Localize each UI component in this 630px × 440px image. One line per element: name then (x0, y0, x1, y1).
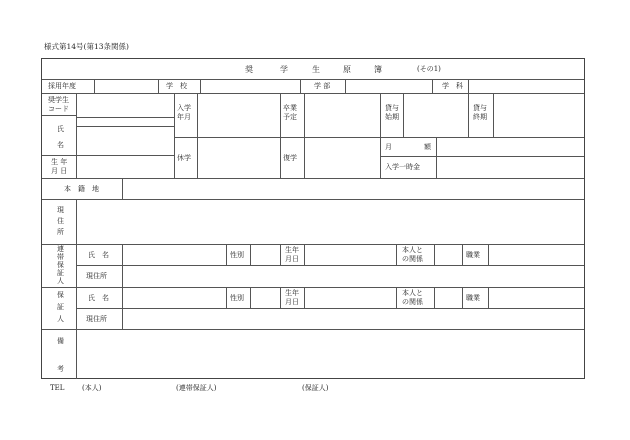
label-school: 学 校 (166, 82, 187, 90)
label-student-code-2: コード (48, 105, 69, 113)
g-address: 現住所 (86, 315, 107, 323)
g-sex: 性別 (230, 294, 244, 302)
jg-label-1: 連 (57, 245, 64, 253)
label-name-2: 名 (57, 141, 64, 149)
jg-birth-2: 月日 (285, 255, 299, 263)
g-job: 職業 (466, 294, 480, 302)
label-amount: 額 (424, 143, 431, 151)
jg-label-4: 証 (57, 269, 64, 277)
g-relation-1: 本人と (402, 289, 423, 297)
jg-birth-1: 生年 (285, 246, 299, 254)
label-name-1: 氏 (57, 125, 64, 133)
g-birth-1: 生年 (285, 289, 299, 297)
label-entry-lump: 入学一時金 (385, 163, 420, 171)
label-birth-1: 生 年 (51, 158, 68, 166)
title-sub: (その1) (417, 65, 441, 73)
jg-label-3: 保 (57, 261, 64, 269)
title-char: 学 (280, 65, 288, 74)
label-grad-2: 予定 (283, 113, 297, 121)
label-domicile: 本 籍 地 (64, 185, 99, 193)
ledger-form (41, 58, 585, 379)
g-birth-2: 月日 (285, 298, 299, 306)
jg-name: 氏 名 (88, 251, 109, 259)
jg-label-5: 人 (57, 277, 64, 285)
jg-relation-1: 本人と (402, 246, 423, 254)
footer-guarantor: (保証人) (302, 384, 329, 392)
g-relation-2: の関係 (402, 298, 423, 306)
label-enter-1: 入学 (177, 104, 191, 112)
label-leave: 休学 (177, 154, 191, 162)
g-label-3: 人 (57, 315, 64, 323)
label-loan-start-2: 始期 (385, 113, 399, 121)
form-id: 様式第14号(第13条関係) (44, 42, 129, 51)
label-dept: 学 科 (442, 82, 463, 90)
jg-label-2: 帯 (57, 253, 64, 261)
label-remarks-1: 備 (57, 337, 64, 345)
label-loan-start-1: 貸与 (385, 104, 399, 112)
jg-address: 現住所 (86, 272, 107, 280)
label-remarks-2: 考 (57, 365, 64, 373)
title-char: 原 (343, 65, 351, 74)
jg-job: 職業 (466, 251, 480, 259)
g-name: 氏 名 (88, 294, 109, 302)
title-char: 奨 (245, 65, 253, 74)
label-address-3: 所 (57, 228, 64, 236)
label-year: 採用年度 (48, 82, 76, 90)
title-char: 生 (312, 65, 320, 74)
label-grad-1: 卒業 (283, 104, 297, 112)
label-loan-end-2: 終期 (473, 113, 487, 121)
footer-joint: (連帯保証人) (176, 384, 217, 392)
label-enter-2: 年月 (177, 113, 191, 121)
label-monthly: 月 (385, 143, 392, 151)
jg-relation-2: の関係 (402, 255, 423, 263)
jg-sex: 性別 (230, 251, 244, 259)
label-address-1: 現 (57, 206, 64, 214)
label-loan-end-1: 貸与 (473, 104, 487, 112)
label-return: 復学 (283, 154, 297, 162)
footer-tel: TEL (50, 384, 65, 392)
g-label-2: 証 (57, 303, 64, 311)
g-label-1: 保 (57, 291, 64, 299)
title-char: 簿 (374, 65, 382, 74)
label-student-code-1: 奨学生 (48, 96, 69, 104)
footer-self: (本人) (82, 384, 102, 392)
label-address-2: 住 (57, 217, 64, 225)
label-birth-2: 月 日 (51, 167, 68, 175)
label-faculty: 学 部 (314, 82, 331, 90)
